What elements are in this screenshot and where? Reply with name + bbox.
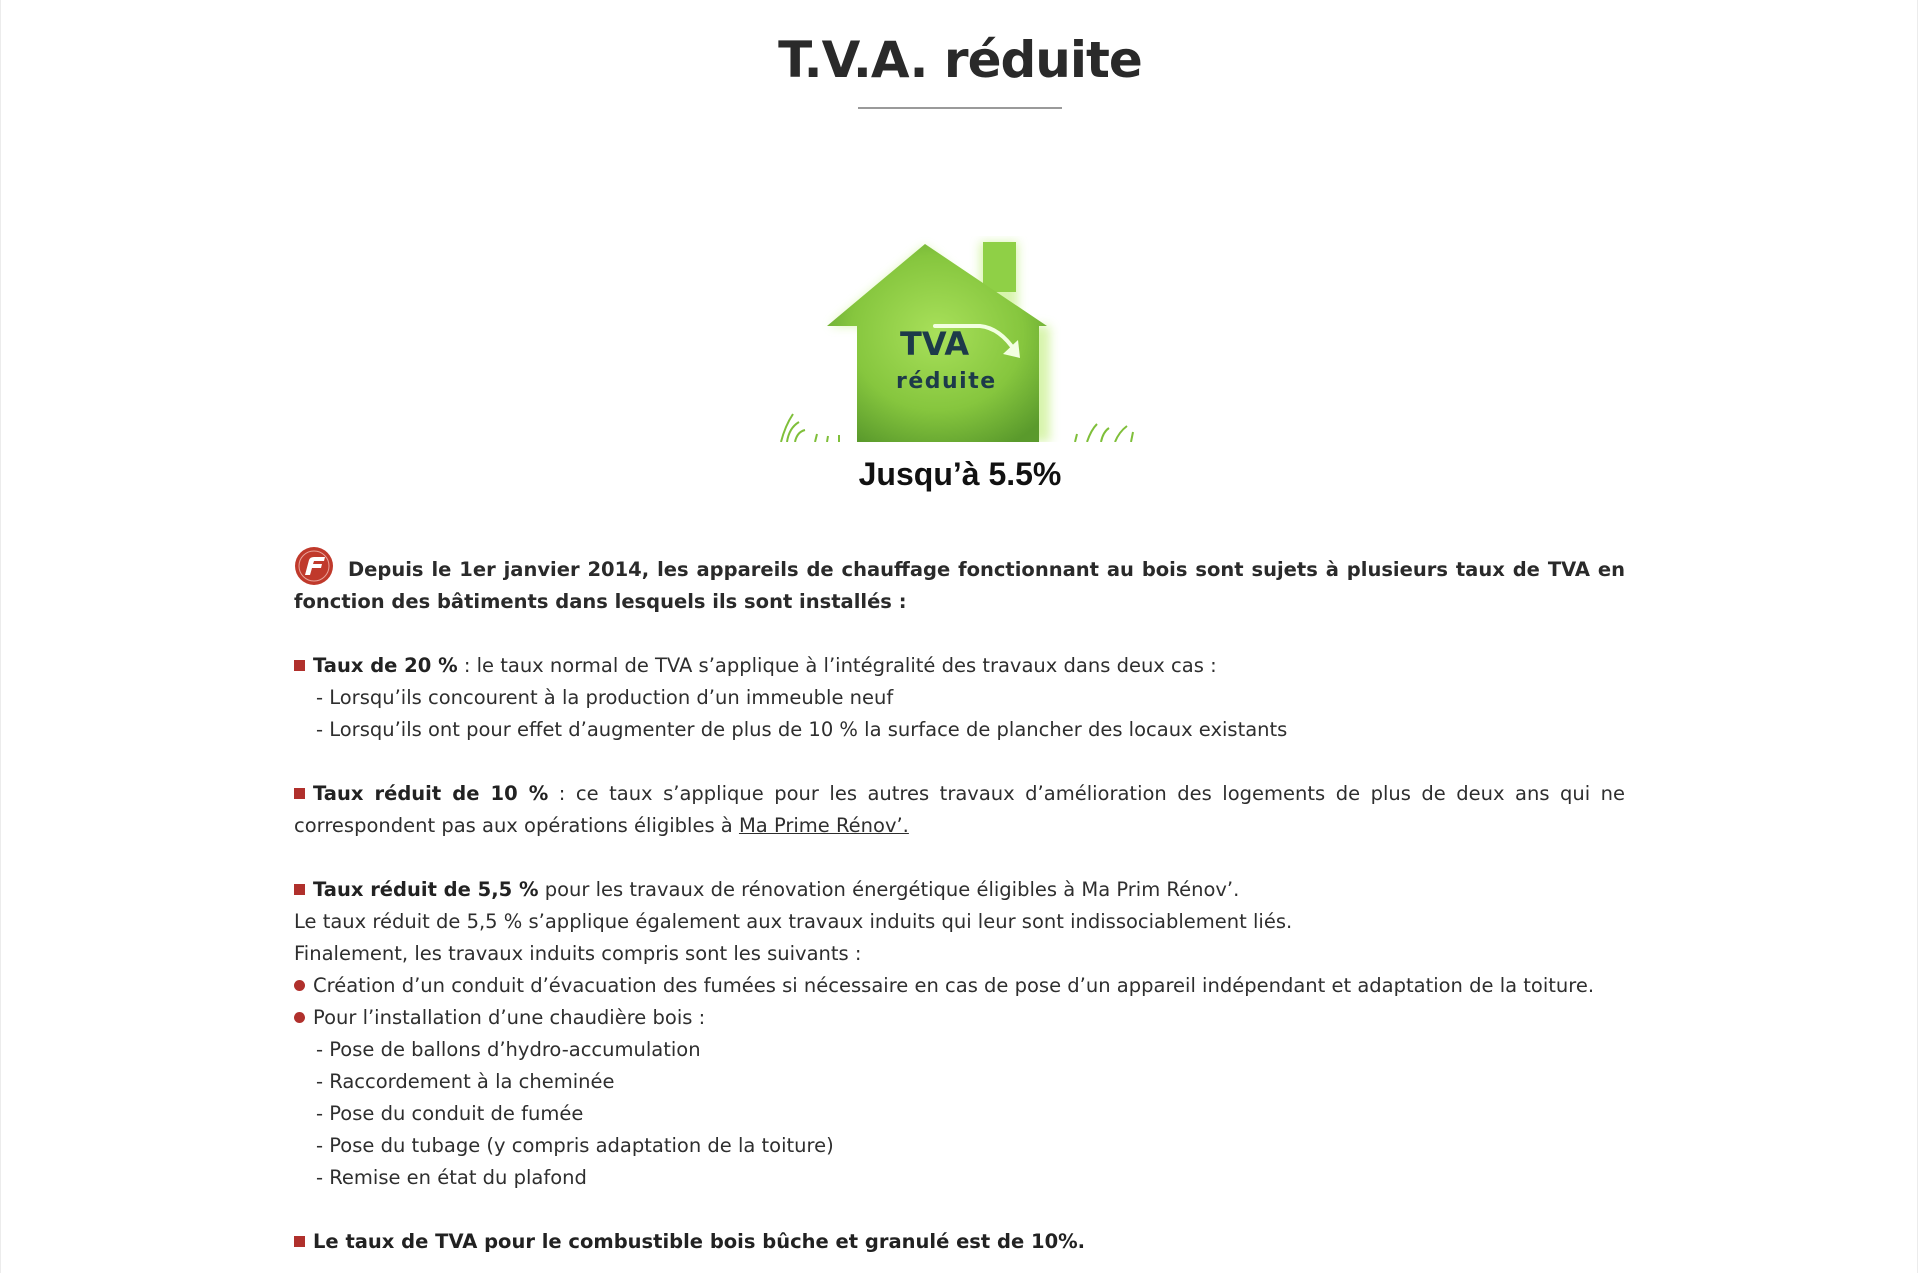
list-item <box>294 970 1625 1002</box>
rate-10-paragraph <box>294 778 1625 842</box>
round-bullet-icon <box>294 1012 305 1023</box>
page-title: T.V.A. réduite <box>778 31 1142 89</box>
list-item: - Pose du tubage (y compris adaptation de la toiture) <box>316 1134 834 1157</box>
content-body <box>294 546 1625 1258</box>
intro-text: Depuis le 1er janvier 2014, les appareils de chauffage fonctionnant au bois sont sujets à plusieurs taux de TVA en fonction des bâtiments dans lesquels ils sont installés : <box>294 558 1625 613</box>
ma-prime-renov-link[interactable]: Ma Prime Rénov’. <box>738 814 909 837</box>
list-item <box>294 1002 1625 1034</box>
list-item: - Remise en état du plafond <box>316 1166 587 1189</box>
title-divider <box>858 107 1062 109</box>
list-item: - Pose du conduit de fumée <box>316 1102 584 1125</box>
list-item: - Lorsqu’ils ont pour effet d’augmenter de plus de 10 % la surface de plancher des locaux existants <box>316 718 1288 741</box>
bullet-2-text: Pour l’installation d’une chaudière bois : <box>313 1006 706 1029</box>
round-bullet-icon <box>294 980 305 991</box>
square-bullet-icon <box>294 660 305 671</box>
rate-10-text: : ce taux s’applique pour les autres travaux d’amélioration des logements de plus de deux ans qui ne correspondent pas aux opérations éligibles à <box>294 782 1625 837</box>
fuel-rate-paragraph <box>294 1226 1625 1258</box>
square-bullet-icon <box>294 788 305 799</box>
house-tva-icon <box>775 236 1145 442</box>
rate-55-line2: Le taux réduit de 5,5 % s’applique également aux travaux induits qui leur sont indissociablement liés. <box>294 910 1293 933</box>
red-f-logo-icon <box>294 546 334 586</box>
house-text-tva: TVA <box>900 325 970 363</box>
rate-subtitle: Jusqu’à 5.5% <box>858 456 1062 492</box>
rate-55-line3: Finalement, les travaux induits compris sont les suivants : <box>294 942 862 965</box>
house-text-reduite: réduite <box>896 369 997 394</box>
tva-house-image <box>775 236 1145 442</box>
square-bullet-icon <box>294 1236 305 1247</box>
list-item: - Raccordement à la cheminée <box>316 1070 615 1093</box>
bullet-1-text: Création d’un conduit d’évacuation des fumées si nécessaire en cas de pose d’un appareil indépendant et adaptation de la toiture. <box>313 974 1595 997</box>
intro-paragraph <box>294 546 1625 618</box>
list-item: - Lorsqu’ils concourent à la production d’un immeuble neuf <box>316 686 894 709</box>
rate-55-text: pour les travaux de rénovation énergétique éligibles à Ma Prim Rénov’. <box>538 878 1240 901</box>
list-item: - Pose de ballons d’hydro-accumulation <box>316 1038 701 1061</box>
rate-20-paragraph <box>294 650 1625 682</box>
rate-20-label: Taux de 20 % <box>313 654 458 677</box>
rate-55-label: Taux réduit de 5,5 % <box>313 878 539 901</box>
rate-20-text: : le taux normal de TVA s’applique à l’intégralité des travaux dans deux cas : <box>457 654 1217 677</box>
fuel-rate-text: Le taux de TVA pour le combustible bois bûche et granulé est de 10%. <box>313 1230 1086 1253</box>
square-bullet-icon <box>294 884 305 895</box>
rate-55-paragraph <box>294 874 1625 906</box>
rate-10-label: Taux réduit de 10 % <box>313 782 549 805</box>
